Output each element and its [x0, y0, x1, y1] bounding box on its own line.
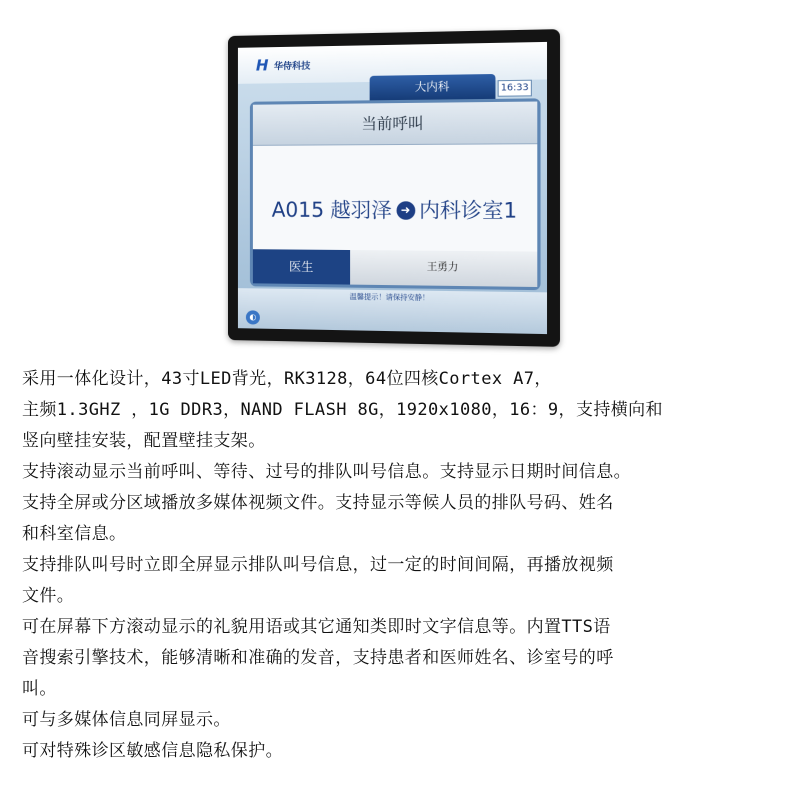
description-line: 采用一体化设计，43寸LED背光，RK3128，64位四核Cortex A7，	[22, 369, 552, 389]
monitor-screen	[238, 42, 547, 334]
call-panel	[250, 98, 541, 290]
description-line: 主频1.3GHZ ，1G DDR3，NAND FLASH 8G，1920x1080，16：9，支持横向和	[22, 400, 663, 420]
product-description	[22, 364, 782, 767]
ticker-message: 温馨提示！请保持安静！	[349, 292, 430, 303]
description-line: 可对特殊诊区敏感信息隐私保护。	[22, 741, 283, 761]
description-line: 竖向壁挂安装，配置壁挂支架。	[22, 431, 266, 451]
brand-name: 华侍科技	[273, 61, 311, 73]
speaker-icon: ◐	[246, 310, 260, 324]
description-line: 音搜索引擎技术，能够清晰和准确的发音，支持患者和医师姓名、诊室号的呼	[22, 648, 614, 668]
clock-display: 16:33	[498, 80, 532, 97]
clinic-room: 内科诊室1	[419, 197, 518, 223]
arrow-right-circle-icon: ➜	[396, 201, 415, 219]
doctor-label: 医生	[253, 249, 350, 284]
department-tab: 大内科	[370, 74, 496, 100]
description-line: 文件。	[22, 586, 75, 606]
doctor-name: 王勇力	[350, 250, 537, 287]
patient-name: 越羽泽	[330, 197, 392, 223]
description-line: 支持全屏或分区域播放多媒体视频文件。支持显示等候人员的排队号码、姓名	[22, 493, 614, 513]
description-line: 支持滚动显示当前呼叫、等待、过号的排队叫号信息。支持显示日期时间信息。	[22, 462, 631, 482]
panel-title: 当前呼叫	[253, 101, 537, 145]
description-line: 叫。	[22, 679, 57, 699]
description-line: 可与多媒体信息同屏显示。	[22, 710, 231, 730]
description-line: 支持排队叫号时立即全屏显示排队叫号信息，过一定的时间间隔，再播放视频	[22, 555, 614, 575]
description-line: 和科室信息。	[22, 524, 127, 544]
description-line: 可在屏幕下方滚动显示的礼貌用语或其它通知类即时文字信息等。内置TTS语	[22, 617, 611, 637]
doctor-row	[253, 249, 537, 287]
current-call	[253, 195, 537, 224]
bottom-bar	[238, 288, 547, 334]
brand-logo-icon: H	[255, 56, 269, 75]
queue-number: A015	[271, 197, 325, 222]
display-monitor	[228, 29, 560, 347]
